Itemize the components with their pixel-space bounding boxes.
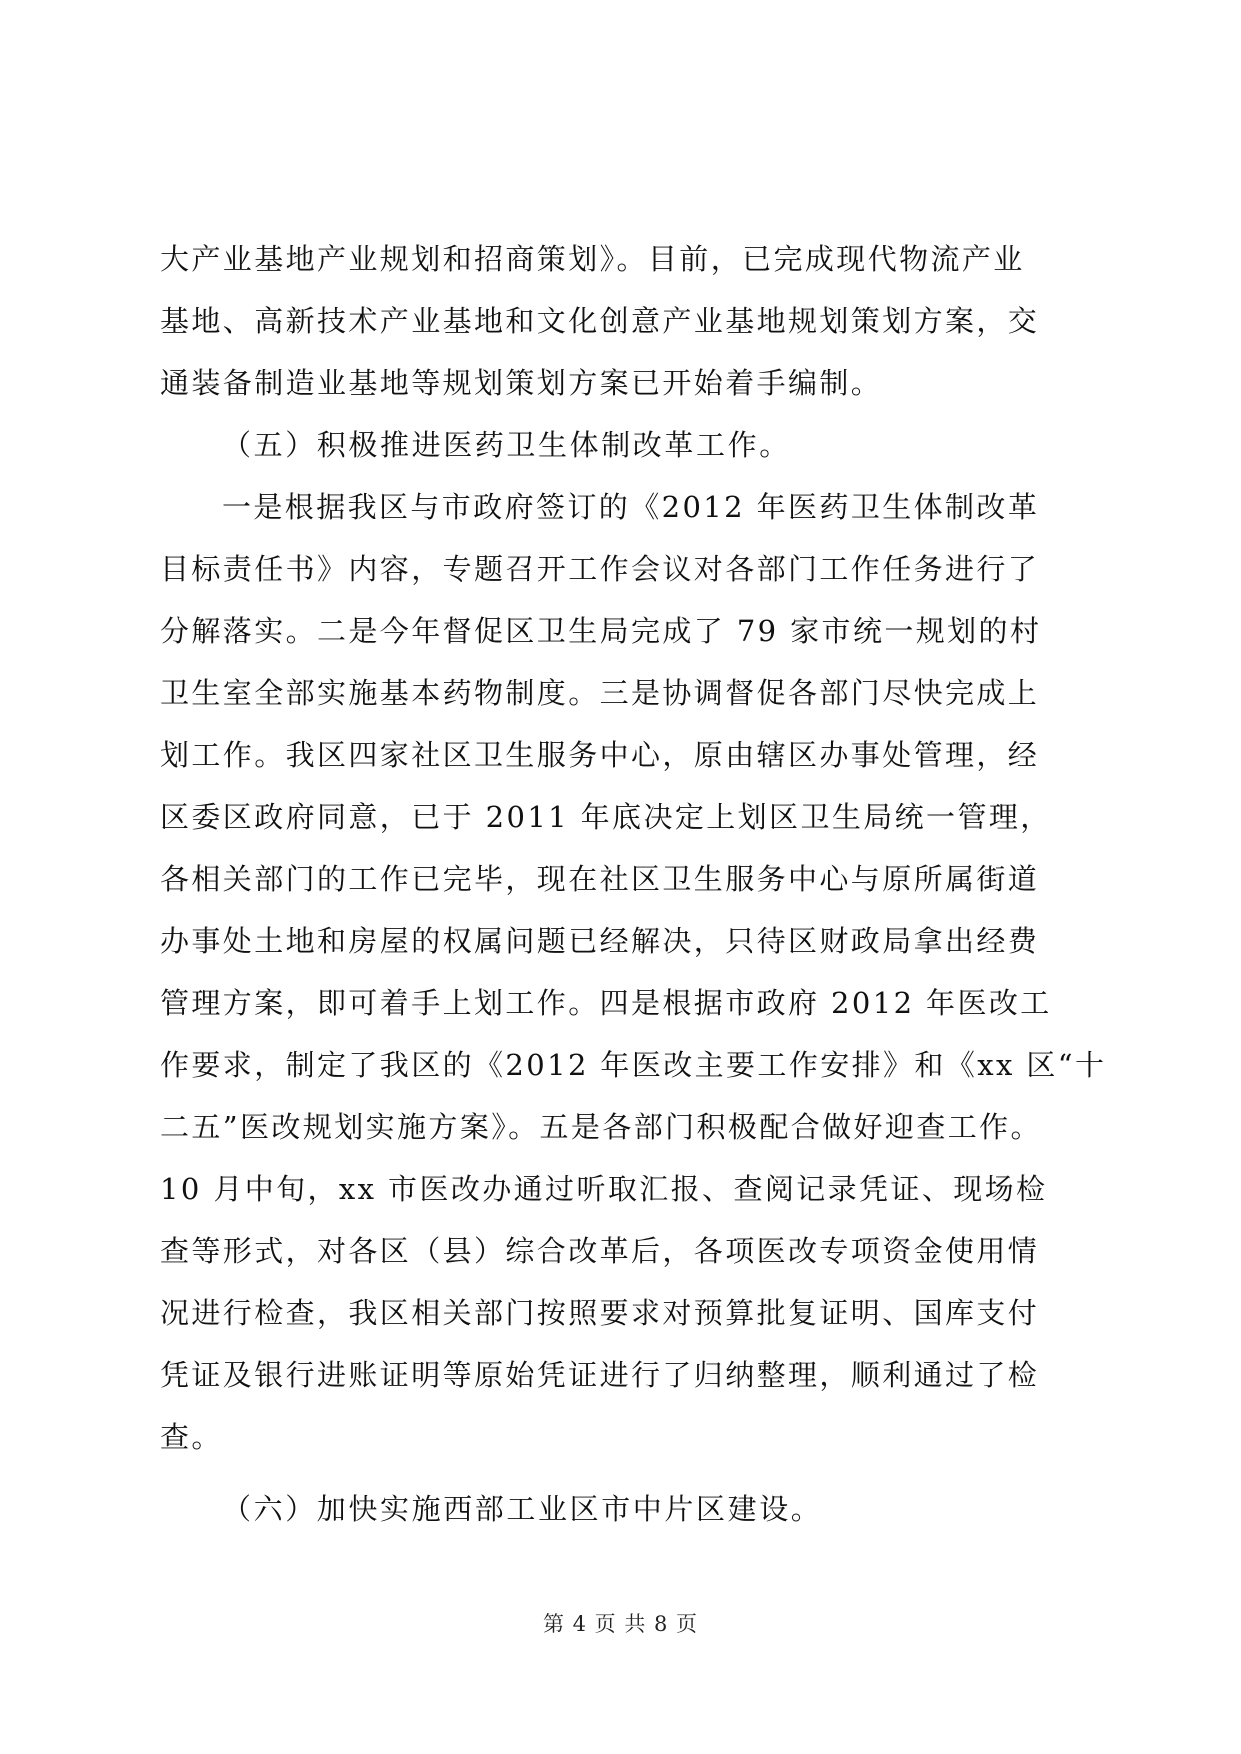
text-line: 卫生室全部实施基本药物制度。三是协调督促各部门尽快完成上 <box>160 676 1040 710</box>
section-heading-five: （五）积极推进医药卫生体制改革工作。 <box>222 428 791 462</box>
text-line: 10 月中旬，xx 市医改办通过听取汇报、查阅记录凭证、现场检 <box>160 1172 1048 1206</box>
text-line: 查等形式，对各区（县）综合改革后，各项医改专项资金使用情 <box>160 1234 1040 1268</box>
text-line: 一是根据我区与市政府签订的《2012 年医药卫生体制改革 <box>222 490 1040 524</box>
text-line: 作要求，制定了我区的《2012 年医改主要工作安排》和《xx 区“十 <box>160 1048 1107 1082</box>
text-line: 通装备制造业基地等规划策划方案已开始着手编制。 <box>160 366 883 400</box>
text-line: 凭证及银行进账证明等原始凭证进行了归纳整理，顺利通过了检 <box>160 1358 1040 1392</box>
text-line: 基地、高新技术产业基地和文化创意产业基地规划策划方案，交 <box>160 304 1040 338</box>
text-line: 区委区政府同意，已于 2011 年底决定上划区卫生局统一管理， <box>160 800 1052 834</box>
text-line: 各相关部门的工作已完毕，现在社区卫生服务中心与原所属街道 <box>160 862 1040 896</box>
text-line: 大产业基地产业规划和招商策划》。目前，已完成现代物流产业 <box>160 242 1025 276</box>
document-body <box>160 228 1107 1540</box>
text-line: 分解落实。二是今年督促区卫生局完成了 79 家市统一规划的村 <box>160 614 1042 648</box>
text-line: 况进行检查，我区相关部门按照要求对预算批复证明、国库支付 <box>160 1296 1040 1330</box>
text-line: 划工作。我区四家社区卫生服务中心，原由辖区办事处管理，经 <box>160 738 1040 772</box>
text-line: 查。 <box>160 1420 223 1454</box>
text-line: 管理方案，即可着手上划工作。四是根据市政府 2012 年医改工 <box>160 986 1052 1020</box>
text-line: 二五”医改规划实施方案》。五是各部门积极配合做好迎查工作。 <box>160 1110 1042 1144</box>
text-line: 办事处土地和房屋的权属问题已经解决，只待区财政局拿出经费 <box>160 924 1040 958</box>
page-footer: 第 4 页 共 8 页 <box>542 1612 699 1636</box>
text-line: 目标责任书》内容，专题召开工作会议对各部门工作任务进行了 <box>160 552 1040 586</box>
section-heading-six: （六）加快实施西部工业区市中片区建设。 <box>222 1492 823 1526</box>
